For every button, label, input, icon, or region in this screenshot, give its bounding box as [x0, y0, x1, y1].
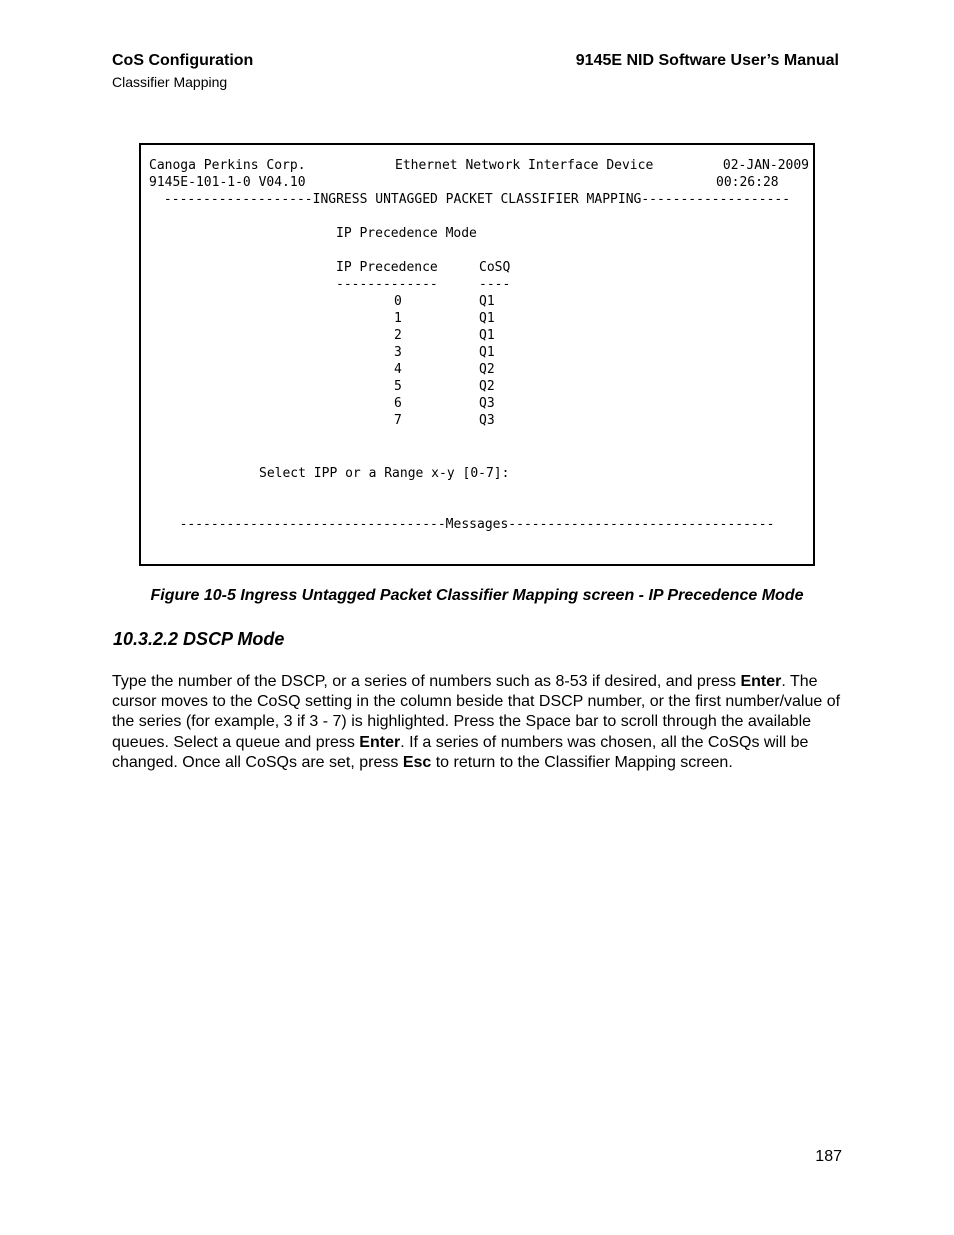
body-text: . The cursor moves to the CoSQ setting in the column beside that DSCP number, or the first number/value of the series (for example, 3 if 3 - 7) is highlighted. Press the Space bar to scroll through the available queues. Select a queue and press	[112, 673, 841, 751]
col-header-ip-precedence: IP Precedence	[336, 260, 438, 275]
terminal-time: 00:26:28	[716, 175, 779, 190]
ip-value: 3	[394, 345, 402, 360]
key-enter: Enter	[740, 673, 782, 690]
page-number: 187	[815, 1148, 842, 1165]
body-text: to return to the Classifier Mapping screen.	[431, 753, 733, 771]
terminal-mode: IP Precedence Mode	[336, 226, 477, 241]
section-subtitle: Classifier Mapping	[112, 74, 228, 90]
terminal-device-name: Ethernet Network Interface Device	[395, 158, 654, 173]
manual-title: 9145E NID Software User’s Manual	[575, 52, 839, 69]
chapter-title: CoS Configuration	[112, 52, 254, 69]
ip-value: 5	[394, 379, 402, 394]
terminal-screen-title: -------------------INGRESS UNTAGGED PACKET CLASSIFIER MAPPING-------------------	[163, 192, 791, 207]
terminal-date: 02-JAN-2009	[722, 158, 809, 173]
cosq-value[interactable]: Q2	[479, 362, 495, 377]
cosq-value[interactable]: Q3	[479, 396, 495, 411]
terminal-company: Canoga Perkins Corp.	[149, 158, 306, 173]
terminal-prompt[interactable]: Select IPP or a Range x-y [0-7]:	[259, 466, 510, 481]
ip-value: 2	[394, 328, 402, 343]
cosq-value[interactable]: Q2	[479, 379, 495, 394]
cosq-value[interactable]: Q1	[479, 311, 495, 326]
col-header-cosq: CoSQ	[479, 260, 511, 275]
ip-value: 4	[394, 362, 402, 377]
cosq-value[interactable]: Q1	[479, 345, 495, 360]
terminal-model: 9145E-101-1-0 V04.10	[149, 175, 306, 190]
cosq-value[interactable]: Q3	[479, 413, 495, 428]
body-text: Type the number of the DSCP, or a series of numbers such as 8-53 if desired, and press	[112, 673, 741, 690]
figure-caption: Figure 10-5 Ingress Untagged Packet Classifier Mapping screen - IP Precedence Mode	[150, 587, 804, 604]
body-text: . If a series of numbers was chosen, all the CoSQs will be changed. Once all CoSQs are set, press	[112, 733, 809, 771]
body-paragraph	[112, 672, 842, 773]
section-heading: 10.3.2.2 DSCP Mode	[113, 629, 285, 649]
ip-value: 1	[394, 311, 402, 326]
key-enter: Enter	[359, 733, 401, 751]
col-rule-cosq: ----	[479, 277, 511, 292]
cosq-value[interactable]: Q1	[479, 328, 495, 343]
terminal-screen	[139, 143, 815, 566]
cosq-value[interactable]: Q1	[479, 294, 495, 309]
key-esc: Esc	[402, 753, 432, 771]
page-header-left	[112, 52, 253, 91]
ip-value: 7	[394, 413, 402, 428]
ip-value: 0	[394, 294, 402, 309]
messages-bar: ----------------------------------Messages----------------------------------	[179, 517, 775, 532]
ip-value: 6	[394, 396, 402, 411]
col-rule-ip: -------------	[336, 277, 438, 292]
